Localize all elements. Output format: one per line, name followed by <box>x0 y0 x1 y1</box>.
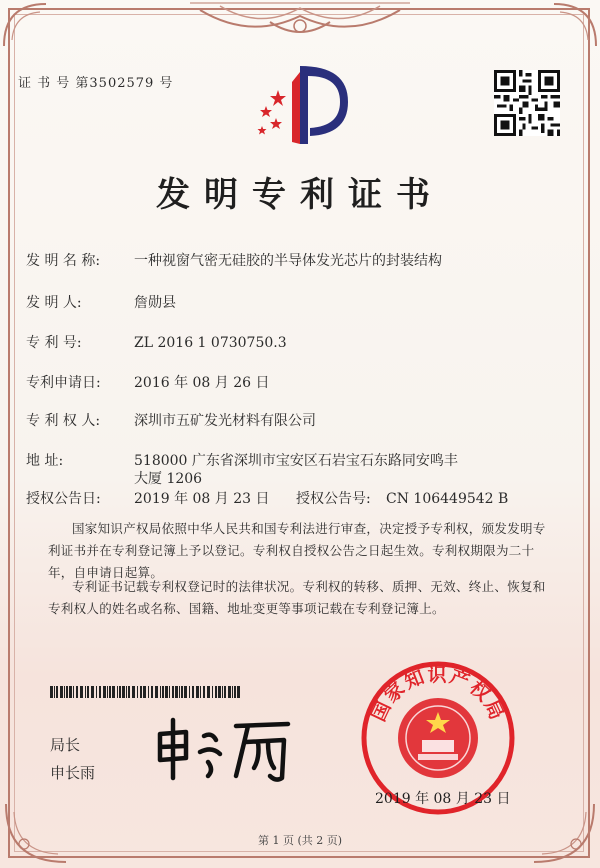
legal-status-paragraph: 专利证书记载专利权登记时的法律状况。专利权的转移、质押、无效、终止、恢复和专利权人的姓名或名称、国籍、地址变更等事项记载在专利登记簿上。 <box>48 579 546 616</box>
field-label: 专 利 号: <box>26 335 82 351</box>
page-number: 第 1 页 (共 2 页) <box>257 834 343 847</box>
field-label: 发 明 名 称: <box>26 253 101 269</box>
signature <box>150 712 300 784</box>
corner-ornament-top-left <box>0 0 50 50</box>
field-label: 发 明 人: <box>26 295 82 311</box>
grant-date-value: 2019 年 08 月 23 日 <box>134 491 270 507</box>
grant-number-label: 授权公告号: <box>296 491 371 507</box>
field-label: 专利申请日: <box>26 375 101 391</box>
field-inventor <box>26 294 176 312</box>
field-patent-number <box>26 334 287 352</box>
grant-date-label: 授权公告日: <box>26 491 101 507</box>
seal-date: 2019 年 08 月 23 日 <box>375 791 511 807</box>
top-ornament <box>190 0 410 44</box>
certificate-number: 证 书 号 第3502579 号 <box>18 76 174 91</box>
field-value: 一种视窗气密无硅胶的半导体发光芯片的封装结构 <box>134 253 442 269</box>
statement-paragraph: 国家知识产权局依照中华人民共和国专利法进行审查，决定授予专利权，颁发发明专利证书并在专利登记簿上予以登记。专利权自授权公告之日起生效。专利权期限为二十年，自申请日起算。 <box>48 521 546 580</box>
field-value: 518000 广东省深圳市宝安区石岩宝石东路同安鸣丰大厦 1206 <box>134 453 458 487</box>
field-value: 深圳市五矿发光材料有限公司 <box>134 413 316 429</box>
grant-number-value: CN 106449542 B <box>386 491 509 507</box>
field-address <box>26 452 486 492</box>
field-label: 地 址: <box>26 453 64 469</box>
svg-text:国家知识产权局: 国家知识产权局 <box>367 664 509 725</box>
corner-ornament-top-right <box>550 0 600 50</box>
certificate-title: 发明专利证书 <box>156 175 444 215</box>
qr-code-icon <box>494 70 560 136</box>
signer-name: 申长雨 <box>50 764 96 782</box>
field-value: 詹勋县 <box>134 295 176 311</box>
barcode-icon <box>50 686 240 698</box>
field-invention-name <box>26 252 442 270</box>
signer-title: 局长 <box>50 736 81 754</box>
field-application-date <box>26 374 270 392</box>
field-label: 专 利 权 人: <box>26 413 101 429</box>
cnipa-logo-icon <box>248 62 358 148</box>
field-value: 2016 年 08 月 26 日 <box>134 375 270 391</box>
grant-row <box>26 490 576 508</box>
field-patentee <box>26 412 316 430</box>
field-value: ZL 2016 1 0730750.3 <box>134 335 287 351</box>
